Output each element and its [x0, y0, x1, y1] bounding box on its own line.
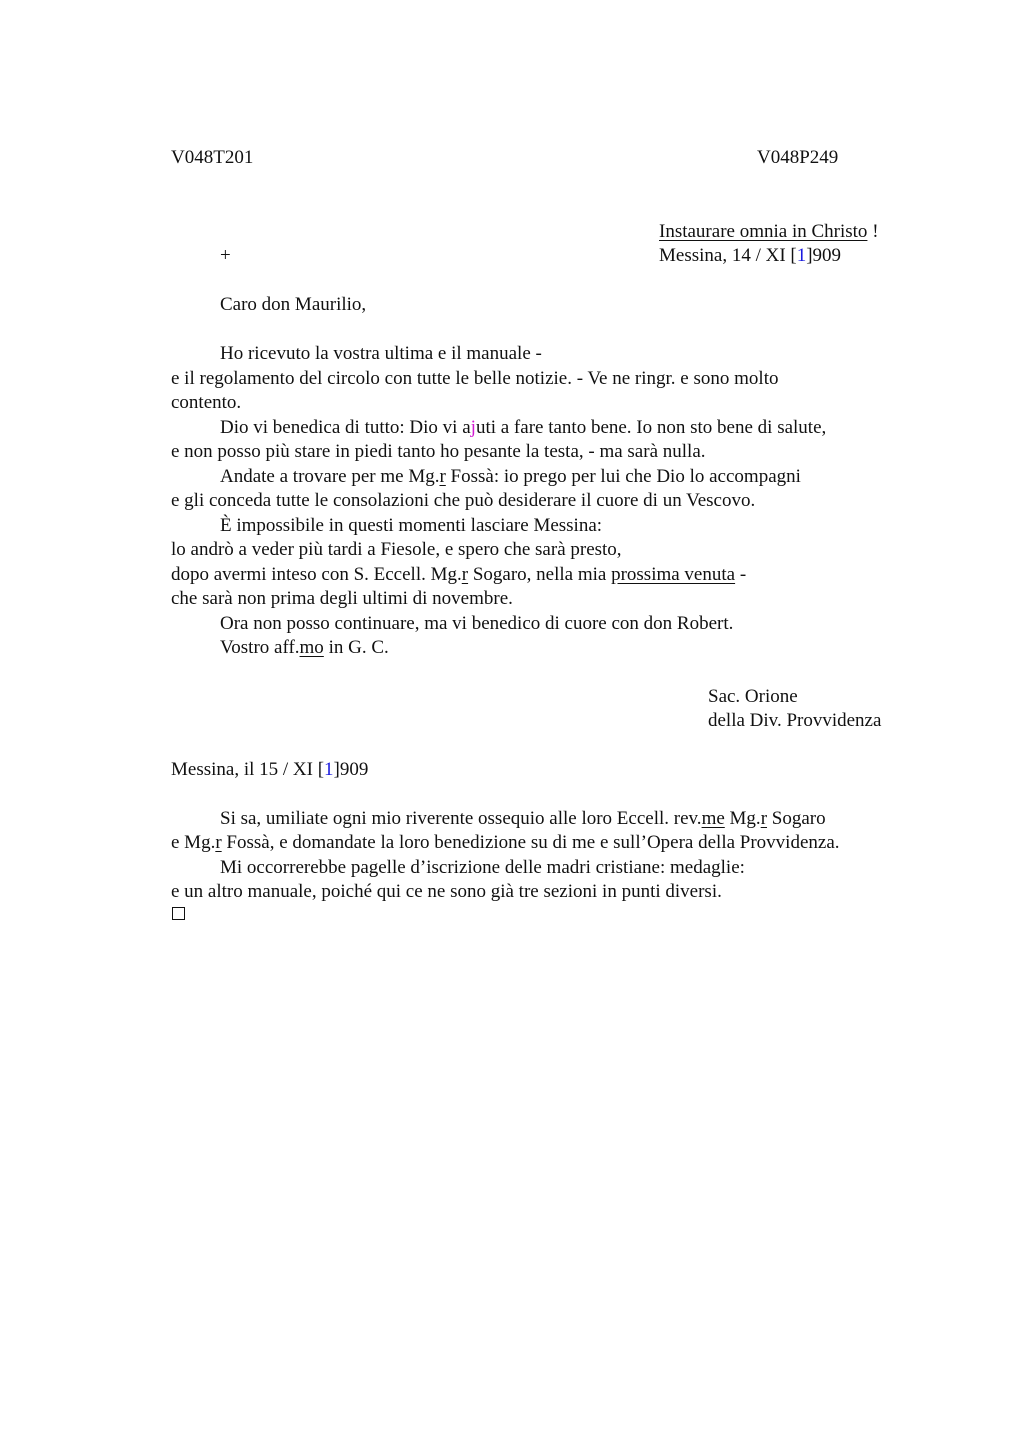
date-1-pre: Messina, 14 / XI [: [659, 245, 797, 266]
body1-line-3: contento.: [171, 392, 242, 413]
motto-text: Instaurare omnia in Christo: [659, 221, 868, 242]
body1-line-6-underlined: r: [439, 466, 446, 487]
salutation: Caro don Maurilio,: [220, 294, 367, 315]
body1-line-4-post: uti a fare tanto bene. Io non sto bene di salute,: [475, 417, 827, 438]
motto: [659, 220, 879, 244]
body1-line-12: Ora non posso continuare, ma vi benedico di cuore con don Robert.: [220, 613, 734, 634]
body1-line-10-post: -: [735, 564, 747, 585]
date-2-post: ]909: [333, 759, 369, 780]
body2-line-2-underlined: r: [215, 832, 222, 853]
body1-line-4-pre: Dio vi benedica di tutto: Dio vi a: [220, 417, 471, 438]
document-code-right: V048P249: [757, 147, 839, 168]
body1-line-2: e il regolamento del circolo con tutte le belle notizie. - Ve ne ringr. e sono molto: [171, 368, 779, 389]
closing-post: in G. C.: [323, 637, 389, 658]
body1-line-5: e non posso più stare in piedi tanto ho pesante la testa, - ma sarà nulla.: [171, 441, 706, 462]
closing-underlined: mo: [299, 637, 324, 658]
cross-mark: +: [220, 245, 231, 266]
body2-line-1-underlined-2: r: [760, 808, 768, 829]
body1-line-6-post: Fossà: io prego per lui che Dio lo accompagni: [445, 466, 801, 487]
body2-line-1-underlined-1: me: [701, 808, 725, 829]
body1-line-10-underlined-2: prossima venuta: [611, 564, 736, 585]
signature-name: Sac. Orione: [708, 686, 798, 707]
body1-line-11: che sarà non prima degli ultimi di novembre.: [171, 588, 513, 609]
body2-line-4: e un altro manuale, poiché qui ce ne sono già tre sezioni in punti diversi.: [171, 881, 722, 902]
body2-line-3: Mi occorrerebbe pagelle d’iscrizione delle madri cristiane: medaglie:: [220, 857, 745, 878]
place-date-1: [659, 244, 841, 268]
closing-pre: Vostro aff.: [220, 637, 300, 658]
body1-line-10: [171, 563, 746, 587]
body2-line-1-mid: Mg.: [724, 808, 761, 829]
date-2-number: 1: [324, 759, 334, 780]
body2-line-1-pre: Si sa, umiliate ogni mio riverente ossequio alle loro Eccell. rev.: [220, 808, 702, 829]
body1-line-8: È impossibile in questi momenti lasciare Messina:: [220, 515, 603, 536]
date-1-post: ]909: [806, 245, 842, 266]
body1-line-1: Ho ricevuto la vostra ultima e il manuale -: [220, 343, 542, 364]
end-marker-square-icon: [172, 907, 185, 920]
highlighted-letter: j: [470, 417, 476, 438]
body2-line-2: [171, 831, 840, 855]
signature-title: della Div. Provvidenza: [708, 710, 882, 731]
place-date-2: [171, 758, 368, 782]
body2-line-1-post: Sogaro: [767, 808, 826, 829]
body1-line-4: [220, 416, 826, 440]
body2-line-1: [220, 807, 826, 831]
body1-line-7: e gli conceda tutte le consolazioni che può desiderare il cuore di un Vescovo.: [171, 490, 756, 511]
body1-line-6: [220, 465, 801, 489]
body2-line-2-post: Fossà, e domandate la loro benedizione su di me e sull’Opera della Provvidenza.: [221, 832, 840, 853]
body1-line-10-underlined-1: r: [461, 564, 469, 585]
date-2-pre: Messina, il 15 / XI [: [171, 759, 325, 780]
body1-line-10-pre: dopo avermi inteso con S. Eccell. Mg.: [171, 564, 462, 585]
motto-punct: !: [867, 221, 879, 242]
body2-line-2-pre: e Mg.: [171, 832, 216, 853]
closing-line: [220, 636, 389, 660]
body1-line-10-mid: Sogaro, nella mia: [468, 564, 612, 585]
date-1-number: 1: [796, 245, 807, 266]
body1-line-9: lo andrò a veder più tardi a Fiesole, e spero che sarà presto,: [171, 539, 622, 560]
body1-line-6-pre: Andate a trovare per me Mg.: [220, 466, 440, 487]
document-code-left: V048T201: [171, 147, 254, 168]
